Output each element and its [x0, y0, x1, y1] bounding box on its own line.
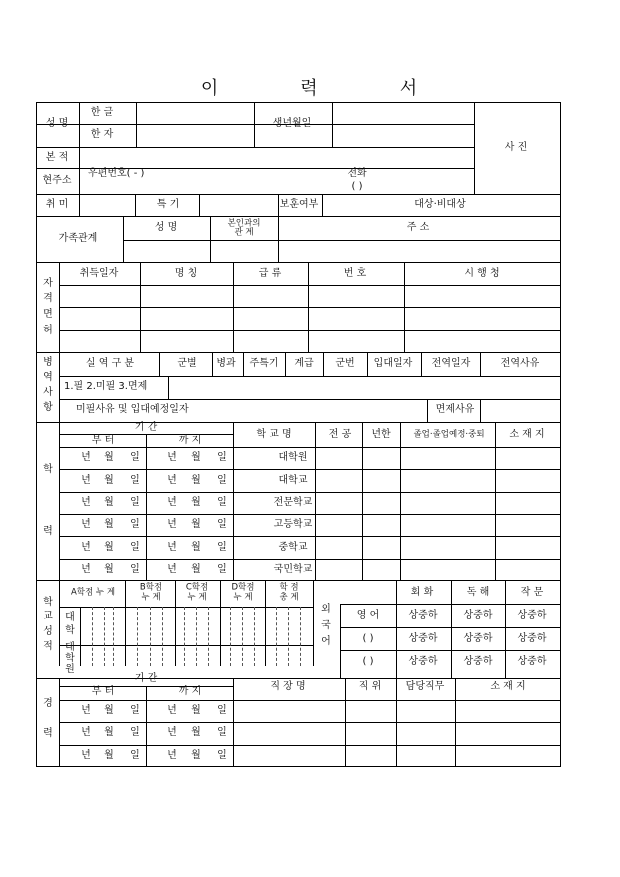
grid-line — [323, 352, 324, 376]
grid-line — [362, 422, 363, 580]
grid-line — [480, 399, 481, 422]
grid-line — [59, 376, 560, 377]
grid-line — [243, 352, 244, 376]
grid-line — [254, 102, 255, 147]
grid-line — [233, 678, 234, 767]
grid-dash — [276, 607, 277, 666]
education-years-header: 년한 — [371, 429, 391, 440]
grid-line — [322, 194, 323, 216]
military-type-options: 1.필 2.미필 3.면제 — [64, 381, 148, 392]
address-label: 현주소 — [42, 175, 72, 186]
language-level: 상중하 — [408, 633, 438, 644]
grades-row-label: 대 — [65, 642, 75, 653]
school-level: 중학교 — [278, 542, 308, 553]
grid-dash — [208, 607, 209, 666]
language-level: 상중하 — [517, 610, 547, 621]
date-day: 일 — [130, 519, 140, 530]
date-year: 년 — [167, 519, 177, 530]
military-header: 전역일자 — [431, 358, 471, 369]
grid-line — [135, 194, 136, 216]
career-position-header: 직 위 — [358, 681, 382, 692]
hangul-label: 한 글 — [90, 107, 114, 118]
career-location-header: 소 재 지 — [490, 681, 526, 692]
grid-line — [36, 216, 560, 217]
grid-line — [36, 422, 560, 423]
military-header: 전역사유 — [500, 358, 540, 369]
grades-header: 누 계 — [233, 592, 253, 603]
career-vlabel: 경 — [43, 698, 53, 709]
date-day: 일 — [130, 705, 140, 716]
language-level: 상중하 — [463, 656, 493, 667]
grid-dash — [288, 607, 289, 666]
grid-line — [59, 700, 560, 701]
career-from-header: 부 터 — [91, 686, 115, 697]
hanja-label: 한 자 — [90, 129, 114, 140]
veteran-option: 대상·비대상 — [414, 199, 466, 210]
grid-line — [340, 604, 560, 605]
education-from-header: 부 터 — [91, 435, 115, 446]
career-period-header: 기 간 — [134, 673, 158, 684]
school-level: 고등학교 — [273, 519, 313, 530]
grid-line — [285, 352, 286, 376]
date-month: 월 — [191, 750, 201, 761]
date-day: 일 — [217, 452, 227, 463]
military-vlabel: 사 — [43, 387, 53, 398]
grid-line — [278, 216, 279, 262]
license-vlabel: 면 — [43, 309, 53, 320]
grid-line — [36, 580, 560, 581]
grid-line — [233, 262, 234, 352]
date-day: 일 — [217, 542, 227, 553]
date-day: 일 — [217, 475, 227, 486]
education-school-header: 학 교 명 — [256, 429, 292, 440]
date-day: 일 — [130, 727, 140, 738]
language-level: 상중하 — [463, 633, 493, 644]
grid-line — [199, 194, 200, 216]
grid-line — [123, 216, 124, 262]
language-level: 상중하 — [408, 610, 438, 621]
grid-line — [59, 330, 560, 331]
grid-line — [404, 262, 405, 352]
name-label: 성 명 — [45, 118, 69, 129]
grid-line — [36, 194, 560, 195]
grid-line — [455, 678, 456, 767]
grid-line — [59, 559, 560, 560]
grid-line — [168, 376, 169, 399]
license-vlabel: 허 — [43, 325, 53, 336]
date-month: 월 — [191, 727, 201, 738]
license-header: 번 호 — [343, 268, 367, 279]
date-year: 년 — [167, 542, 177, 553]
military-header: 군번 — [335, 358, 355, 369]
date-year: 년 — [167, 705, 177, 716]
grid-line — [59, 285, 560, 286]
license-header: 명 칭 — [174, 268, 198, 279]
education-to-header: 까 지 — [178, 435, 202, 446]
grid-line — [233, 422, 234, 580]
grades-vlabel: 교 — [43, 611, 53, 622]
date-day: 일 — [217, 564, 227, 575]
date-year: 년 — [167, 452, 177, 463]
date-month: 월 — [104, 705, 114, 716]
date-month: 월 — [104, 542, 114, 553]
grid-line — [123, 240, 560, 241]
language-skill-header: 작 문 — [520, 587, 544, 598]
date-month: 월 — [191, 519, 201, 530]
military-exemption-label: 면제사유 — [435, 404, 475, 415]
military-vlabel: 항 — [43, 402, 53, 413]
language-vlabel: 어 — [321, 636, 331, 647]
grid-line — [59, 645, 313, 646]
date-day: 일 — [130, 452, 140, 463]
grid-line — [212, 352, 213, 376]
birth-label: 생년월일 — [272, 118, 312, 129]
military-unfulfilled-label: 미필사유 및 입대예정일자 — [76, 404, 189, 415]
date-year: 년 — [81, 727, 91, 738]
grid-dash — [300, 607, 301, 666]
language-level: 상중하 — [517, 633, 547, 644]
date-year: 년 — [81, 452, 91, 463]
grades-header: A학점 누 계 — [70, 587, 116, 598]
grid-dash — [184, 607, 185, 666]
military-header: 주특기 — [249, 358, 279, 369]
grid-dash — [92, 607, 93, 666]
grid-line — [313, 580, 314, 666]
grid-line — [146, 434, 147, 580]
date-month: 월 — [104, 452, 114, 463]
grid-line — [474, 102, 475, 194]
veteran-label: 보훈여부 — [279, 199, 319, 210]
grid-line — [332, 102, 333, 147]
grid-line — [59, 536, 560, 537]
education-period-header: 기 간 — [134, 422, 158, 433]
grid-line — [505, 580, 506, 678]
career-vlabel: 력 — [43, 728, 53, 739]
grid-line — [36, 124, 474, 125]
grid-line — [367, 352, 368, 376]
military-vlabel: 병 — [43, 357, 53, 368]
date-month: 월 — [104, 519, 114, 530]
date-month: 월 — [104, 497, 114, 508]
family-address-header: 주 소 — [406, 222, 430, 233]
grid-dash — [254, 607, 255, 666]
grades-header: 학 점 — [279, 582, 299, 593]
grid-line — [480, 352, 481, 376]
grid-line — [59, 745, 560, 746]
grid-dash — [113, 607, 114, 666]
language-vlabel: 외 — [321, 604, 331, 615]
grid-dash — [150, 607, 151, 666]
military-header: 실 역 구 분 — [85, 358, 135, 369]
grid-line — [80, 607, 81, 666]
date-month: 월 — [104, 475, 114, 486]
title-char: 력 — [300, 78, 320, 99]
date-month: 월 — [191, 452, 201, 463]
grid-line — [59, 678, 60, 767]
grid-line — [59, 307, 560, 308]
date-month: 월 — [191, 705, 201, 716]
language-level: 상중하 — [517, 656, 547, 667]
date-day: 일 — [130, 542, 140, 553]
grid-line — [36, 678, 560, 679]
date-day: 일 — [217, 727, 227, 738]
date-month: 월 — [104, 564, 114, 575]
military-header: 계급 — [294, 358, 314, 369]
date-year: 년 — [167, 727, 177, 738]
grades-vlabel: 적 — [43, 641, 53, 652]
grades-row-label: 학 — [65, 625, 75, 636]
phone-label: 전화 — [347, 168, 367, 179]
grid-line — [400, 422, 401, 580]
date-day: 일 — [130, 750, 140, 761]
grid-line — [59, 262, 60, 352]
date-year: 년 — [81, 475, 91, 486]
grid-dash — [104, 607, 105, 666]
grid-dash — [242, 607, 243, 666]
photo-label: 사 진 — [504, 142, 528, 153]
license-vlabel: 자 — [43, 278, 53, 289]
date-year: 년 — [81, 542, 91, 553]
grid-line — [59, 580, 60, 666]
education-status-header: 졸업·졸업예정·중퇴 — [413, 429, 485, 440]
education-vlabel: 학 — [43, 464, 53, 475]
grades-header: C학점 — [185, 582, 209, 593]
grid-line — [308, 262, 309, 352]
grid-line — [265, 580, 266, 666]
language-name: ( ) — [362, 656, 374, 667]
date-year: 년 — [167, 497, 177, 508]
grid-line — [159, 352, 160, 376]
military-header: 군별 — [177, 358, 197, 369]
special-label: 특 기 — [156, 199, 180, 210]
title-char: 이 — [200, 78, 221, 99]
military-header: 입대일자 — [373, 358, 413, 369]
education-vlabel: 력 — [43, 526, 53, 537]
family-relation-header-1: 본인과의 — [227, 218, 261, 229]
date-year: 년 — [81, 519, 91, 530]
license-vlabel: 격 — [43, 293, 53, 304]
language-name: ( ) — [362, 633, 374, 644]
date-month: 월 — [104, 750, 114, 761]
grid-dash — [137, 607, 138, 666]
date-month: 월 — [191, 564, 201, 575]
page-title — [0, 74, 620, 100]
grid-dash — [162, 607, 163, 666]
career-duty-header: 담당직무 — [405, 681, 445, 692]
date-month: 월 — [191, 497, 201, 508]
language-name: 영 어 — [356, 610, 380, 621]
grid-line — [396, 580, 397, 678]
school-level: 국민학교 — [273, 564, 313, 575]
grid-line — [79, 102, 80, 216]
date-day: 일 — [217, 705, 227, 716]
date-day: 일 — [217, 519, 227, 530]
grid-dash — [230, 607, 231, 666]
grades-row-label: 학 — [65, 653, 75, 664]
date-year: 년 — [81, 564, 91, 575]
career-company-header: 직 장 명 — [270, 681, 306, 692]
grid-line — [220, 580, 221, 666]
grid-line — [421, 352, 422, 376]
grid-line — [396, 678, 397, 767]
grid-line — [125, 580, 126, 666]
title-char: 서 — [399, 78, 420, 99]
military-vlabel: 역 — [43, 372, 53, 383]
language-vlabel: 국 — [321, 620, 331, 631]
grades-header: 누 계 — [141, 592, 161, 603]
language-skill-header: 회 화 — [410, 587, 434, 598]
grid-dash — [196, 607, 197, 666]
family-label: 가족관계 — [58, 233, 98, 244]
grid-line — [136, 102, 137, 147]
grid-line — [427, 399, 428, 422]
grid-line — [59, 352, 60, 422]
date-year: 년 — [81, 750, 91, 761]
grid-line — [210, 216, 211, 262]
date-day: 일 — [217, 750, 227, 761]
grid-line — [140, 262, 141, 352]
postal-label: 우편번호( - ) — [88, 168, 145, 179]
grid-line — [59, 514, 560, 515]
grades-row-label: 대 — [65, 612, 75, 623]
military-header: 병과 — [216, 358, 236, 369]
grid-line — [59, 447, 560, 448]
date-day: 일 — [130, 475, 140, 486]
grid-line — [59, 492, 560, 493]
date-month: 월 — [104, 727, 114, 738]
grades-header: B학점 — [139, 582, 163, 593]
date-month: 월 — [191, 542, 201, 553]
school-level: 대학교 — [278, 475, 308, 486]
date-year: 년 — [81, 705, 91, 716]
language-skill-header: 독 해 — [466, 587, 490, 598]
origin-label: 본 적 — [45, 152, 69, 163]
language-level: 상중하 — [463, 610, 493, 621]
license-header: 취득일자 — [79, 268, 119, 279]
grid-line — [345, 678, 346, 767]
grid-line — [175, 580, 176, 666]
date-year: 년 — [167, 475, 177, 486]
grid-line — [59, 722, 560, 723]
license-header: 급 류 — [258, 268, 282, 279]
grid-line — [59, 607, 313, 608]
grades-header: D학점 — [231, 582, 255, 593]
date-year: 년 — [81, 497, 91, 508]
language-level: 상중하 — [408, 656, 438, 667]
grades-header: 누 계 — [187, 592, 207, 603]
date-day: 일 — [130, 497, 140, 508]
date-day: 일 — [130, 564, 140, 575]
grid-line — [315, 422, 316, 580]
school-level: 전문학교 — [273, 497, 313, 508]
grid-line — [451, 580, 452, 678]
date-year: 년 — [167, 564, 177, 575]
phone-paren: ( ) — [351, 181, 363, 192]
grid-line — [340, 604, 341, 678]
grid-line — [59, 422, 60, 580]
grid-line — [340, 627, 560, 628]
license-header: 시 행 청 — [464, 268, 500, 279]
education-major-header: 전 공 — [328, 429, 352, 440]
grid-line — [59, 399, 560, 400]
date-year: 년 — [167, 750, 177, 761]
school-level: 대학원 — [278, 452, 308, 463]
grades-row-label: 원 — [65, 664, 75, 675]
grid-line — [36, 147, 474, 148]
hobby-label: 취 미 — [45, 199, 69, 210]
grid-line — [340, 650, 560, 651]
grid-line — [146, 686, 147, 767]
grid-line — [36, 262, 560, 263]
grades-vlabel: 성 — [43, 626, 53, 637]
family-name-header: 성 명 — [154, 222, 178, 233]
career-to-header: 까 지 — [178, 686, 202, 697]
grid-line — [59, 469, 560, 470]
education-location-header: 소 재 지 — [509, 429, 545, 440]
date-month: 월 — [191, 475, 201, 486]
grades-header: 총 계 — [279, 592, 299, 603]
family-relation-header-2: 관 계 — [234, 227, 254, 238]
grid-line — [36, 352, 560, 353]
grades-vlabel: 학 — [43, 597, 53, 608]
grid-line — [495, 422, 496, 580]
date-day: 일 — [217, 497, 227, 508]
